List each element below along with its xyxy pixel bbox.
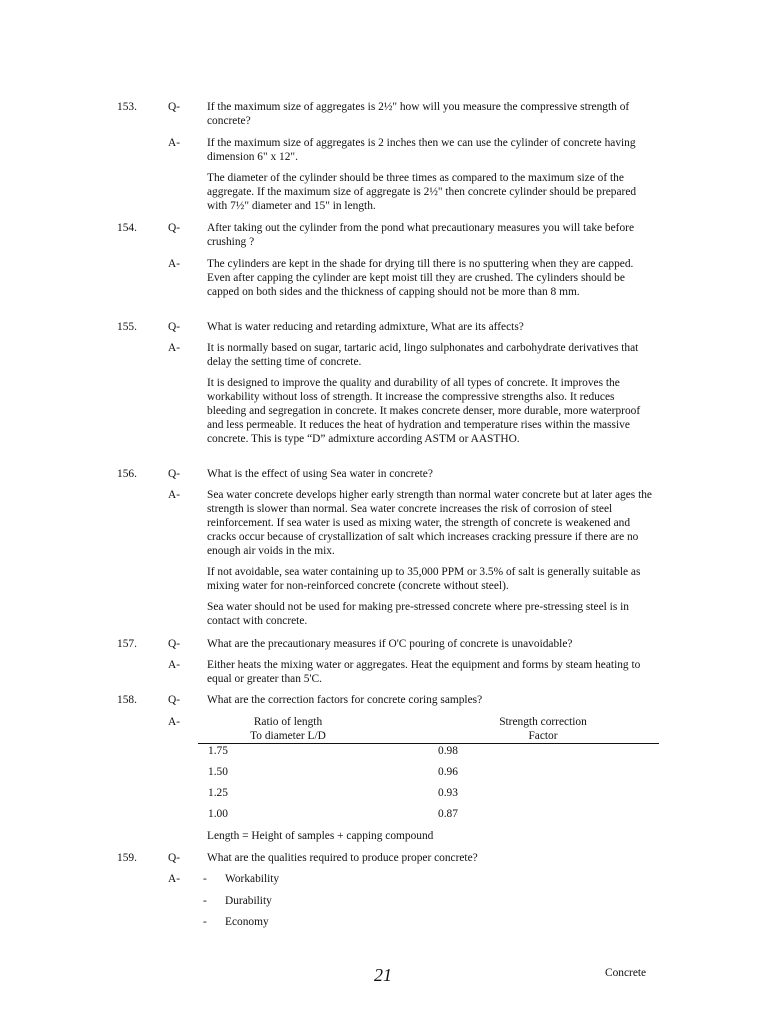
answer-paragraph: Sea water should not be used for making pre-stressed concrete where pre-stressing steel is in contact with concrete. (207, 601, 629, 627)
cell-factor: 0.98 (438, 745, 458, 757)
question-number: 159. (117, 852, 137, 864)
answer-paragraph: The diameter of the cylinder should be three times as compared to the maximum size of the aggregate. If the maximum size of aggregate is 2½" then concrete cylinder should be prepared with 7½" diameter and 15" in length. (207, 172, 637, 212)
question-number: 156. (117, 468, 137, 480)
answer-label: A- (168, 342, 181, 354)
answer-text (207, 488, 652, 628)
question-text: After taking out the cylinder from the pond what precautionary measures you will take before crushing ? (207, 222, 635, 248)
cell-ratio: 1.25 (208, 787, 228, 799)
question-label: Q- (168, 468, 181, 480)
answer-paragraph: If the maximum size of aggregates is 2 inches then we can use the cylinder of concrete having dimension 6" x 12". (207, 137, 636, 163)
header-line: Ratio of length (253, 716, 323, 728)
correction-factor-table (198, 715, 659, 825)
table-rule (198, 743, 659, 744)
answer-text (207, 257, 652, 299)
answer-label: A- (168, 489, 181, 501)
answer-text (207, 341, 652, 446)
header-line: Strength correction (499, 716, 587, 728)
table-header-ratio (228, 715, 348, 743)
bullet-text: Durability (225, 895, 272, 907)
bullet-text: Workability (225, 873, 280, 885)
question-label: Q- (168, 852, 181, 864)
question-number: 153. (117, 101, 137, 113)
answer-paragraph: It is designed to improve the quality and durability of all types of concrete. It improves the workability without loss of strength. It increase the compressive strengths also. It reduces bleeding and segregation in concrete. It makes concrete denser, more durable, more waterproof and less permeable. It reduces the heat of hydration and temperature rises within the massive concrete. This is type “D” admixture according ASTM or AASTHO. (207, 377, 641, 445)
question-text: If the maximum size of aggregates is 2½" how will you measure the compressive strength of concrete? (207, 101, 630, 127)
cell-ratio: 1.00 (208, 808, 228, 820)
answer-label: A- (168, 137, 181, 149)
cell-factor: 0.93 (438, 787, 458, 799)
question-label: Q- (168, 321, 181, 333)
question-label: Q- (168, 222, 181, 234)
cell-ratio: 1.50 (208, 766, 228, 778)
question-text: What is water reducing and retarding admixture, What are its affects? (207, 321, 524, 333)
bullet-dash: - (203, 873, 207, 885)
answer-paragraph: Either heats the mixing water or aggregates. Heat the equipment and forms by steam heating to equal or greater than 5'C. (207, 659, 641, 685)
cell-factor: 0.87 (438, 808, 458, 820)
answer-text (207, 658, 652, 686)
section-name: Concrete (605, 967, 647, 979)
question-label: Q- (168, 101, 181, 113)
answer-paragraph: The cylinders are kept in the shade for drying till there is no sputtering when they are capped. Even after capping the cylinder are kept moist till they are crushed. The cylinders should be capped on both sides and the thickness of capping should not be more than 8 mm. (207, 258, 634, 298)
table-header-factor (478, 715, 608, 743)
answer-label: A- (168, 873, 181, 885)
bullet-dash: - (203, 895, 207, 907)
table-note: Length = Height of samples + capping compound (207, 830, 434, 842)
answer-paragraph: Sea water concrete develops higher early strength than normal water concrete but at later ages the strength is slower than normal. Sea water concrete increases the risk of corrosion of steel reinforcement. If sea water is used as mixing water, the strength of concrete is weakened and cracks occur because of crystallization of salt which increases cracking pressure if there are no enough air voids in the mix. (207, 489, 652, 557)
question-label: Q- (168, 638, 181, 650)
bullet-dash: - (203, 916, 207, 928)
question-text: What are the precautionary measures if O'C pouring of concrete is unavoidable? (207, 638, 573, 650)
answer-text (207, 136, 652, 213)
answer-paragraph: It is normally based on sugar, tartaric acid, lingo sulphonates and carbohydrate derivatives that delay the setting time of concrete. (207, 342, 639, 368)
cell-ratio: 1.75 (208, 745, 228, 757)
bullet-text: Economy (225, 916, 269, 928)
question-text: What are the qualities required to produce proper concrete? (207, 852, 478, 864)
header-line: To diameter L/D (250, 730, 326, 742)
question-number: 155. (117, 321, 137, 333)
cell-factor: 0.96 (438, 766, 458, 778)
answer-label: A- (168, 258, 181, 270)
answer-label: A- (168, 659, 181, 671)
question-number: 157. (117, 638, 137, 650)
question-number: 154. (117, 222, 137, 234)
page-number: 21 (374, 965, 392, 985)
question-text: What is the effect of using Sea water in concrete? (207, 468, 433, 480)
question-label: Q- (168, 694, 181, 706)
answer-label: A- (168, 716, 181, 728)
header-line: Factor (528, 730, 558, 742)
answer-paragraph: If not avoidable, sea water containing up to 35,000 PPM or 3.5% of salt is generally suitable as mixing water for non-reinforced concrete (concrete without steel). (207, 566, 641, 592)
question-number: 158. (117, 694, 137, 706)
question-text: What are the correction factors for concrete coring samples? (207, 694, 483, 706)
